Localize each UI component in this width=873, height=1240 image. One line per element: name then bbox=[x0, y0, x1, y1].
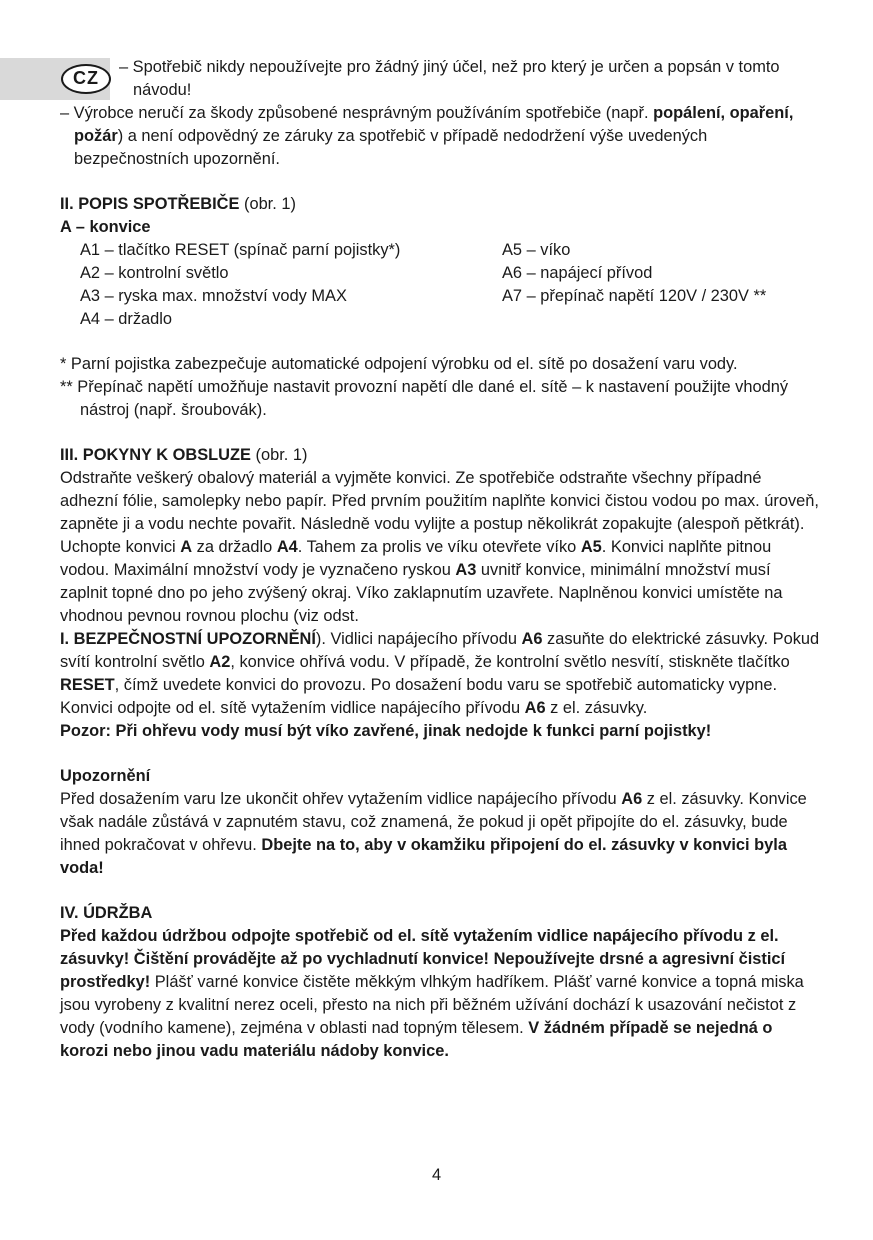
part-a5: A5 – víko bbox=[502, 241, 571, 259]
part-a7: A7 – přepínač napětí 120V / 230V ** bbox=[502, 287, 767, 305]
part-a1: A1 – tlačítko RESET (spínač parní pojistky*) bbox=[80, 241, 401, 259]
footnote-1: * Parní pojistka zabezpečuje automatické odpojení výrobku od el. sítě po dosažení varu vody. bbox=[60, 355, 738, 373]
section-3-warning: Pozor: Při ohřevu vody musí být víko zavřené, jinak nedojde k funkci parní pojistky! bbox=[60, 722, 712, 740]
section-2-subtitle: A – konvice bbox=[60, 218, 151, 236]
part-a2: A2 – kontrolní světlo bbox=[80, 264, 229, 282]
section-3-para-3: I. BEZPEČNOSTNÍ UPOZORNĚNÍ). Vidlici napájecího přívodu A6 zasuňte do elektrické zásuvky. Pokud svítí kontrolní světlo A2, konvice ohřívá vodu. V případě, že kontrolní světlo nesvítí, stiskněte tlačítko RESET, čímž uvedete konvici do provozu. Po dosažení bodu varu se spotřebič automaticky vypne. Konvici odpojte od el. sítě vytažením vidlice napájecího přívodu A6 z el. zásuvky. bbox=[60, 630, 820, 717]
section-4-text: Před každou údržbou odpojte spotřebič od el. sítě vytažením vidlice napájecího přívodu z el. zásuvky! Čištění provádějte až po vychladnutí konvice! Nepoužívejte drsné a agresivní čisticí prostředky! Plášť varné konvice čistěte měkkým vlhkým hadříkem. Plášť varné konvice a topná miska jsou vyrobeny z kvalitní nerez oceli, přesto na nich při běžném užívání dochází k usazování nečistot z vody (vodního kamene), zejména v oblasti nad topným tělesem. V žádném případě se nejedná o korozi nebo jinou vadu materiálu nádoby konvice. bbox=[60, 927, 804, 1060]
notice-text: Před dosažením varu lze ukončit ohřev vytažením vidlice napájecího přívodu A6 z el. zásuvky. Konvice však nadále zůstává v zapnutém stavu, což znamená, že pokud ji opět připojíte do el. zásuvky, bude ihned pokračovat v ohřevu. Dbejte na to, aby v okamžiku připojení do el. zásuvky v konvici byla voda! bbox=[60, 790, 807, 877]
section-2-title: II. POPIS SPOTŘEBIČE (obr. 1) bbox=[60, 195, 296, 213]
part-a4: A4 – držadlo bbox=[80, 310, 173, 328]
section-3-para-2: Uchopte konvici A za držadlo A4. Tahem za prolis ve víku otevřete víko A5. Konvici naplňte pitnou vodou. Maximální množství vody je vyznačeno ryskou A3 uvnitř konvice, minimální množství musí zaplnit topné dno po jeho zvýšený okraj. Víko zaklapnutím uzavřete. Naplněnou konvici umístěte na vhodnou pevnou rovnou plochu (viz odst. bbox=[60, 538, 783, 625]
intro-item-2: – Výrobce neručí za škody způsobené nesprávným používáním spotřebiče (např. popálení, opaření, požár) a není odpovědný ze záruky za spotřebič v případě nedodržení výše uvedených bezpečnostních upozornění. bbox=[60, 104, 794, 168]
notice-title: Upozornění bbox=[60, 767, 151, 785]
language-badge: CZ bbox=[61, 64, 111, 94]
section-3-para-1: Odstraňte veškerý obalový materiál a vyjměte konvici. Ze spotřebiče odstraňte všechny případné adhezní fólie, samolepky nebo papír. Před prvním použitím naplňte konvici čistou vodou po max. úroveň, zapněte ji a vodu nechte povařit. Následně vodu vylijte a postup několikrát zopakujte (alespoň pětkrát). bbox=[60, 469, 819, 533]
section-4-title: IV. ÚDRŽBA bbox=[60, 904, 153, 922]
intro-item-1: – Spotřebič nikdy nepoužívejte pro žádný jiný účel, než pro který je určen a popsán v tomto návodu! bbox=[119, 58, 780, 99]
part-a6: A6 – napájecí přívod bbox=[502, 264, 653, 282]
part-a3: A3 – ryska max. množství vody MAX bbox=[80, 287, 347, 305]
page-number: 4 bbox=[431, 1166, 442, 1184]
parts-list bbox=[80, 239, 820, 331]
section-3-title: III. POKYNY K OBSLUZE (obr. 1) bbox=[60, 446, 308, 464]
footnote-2: ** Přepínač napětí umožňuje nastavit provozní napětí dle dané el. sítě – k nastavení použijte vhodný nástroj (např. šroubovák). bbox=[60, 378, 789, 419]
document-body bbox=[60, 56, 820, 1063]
